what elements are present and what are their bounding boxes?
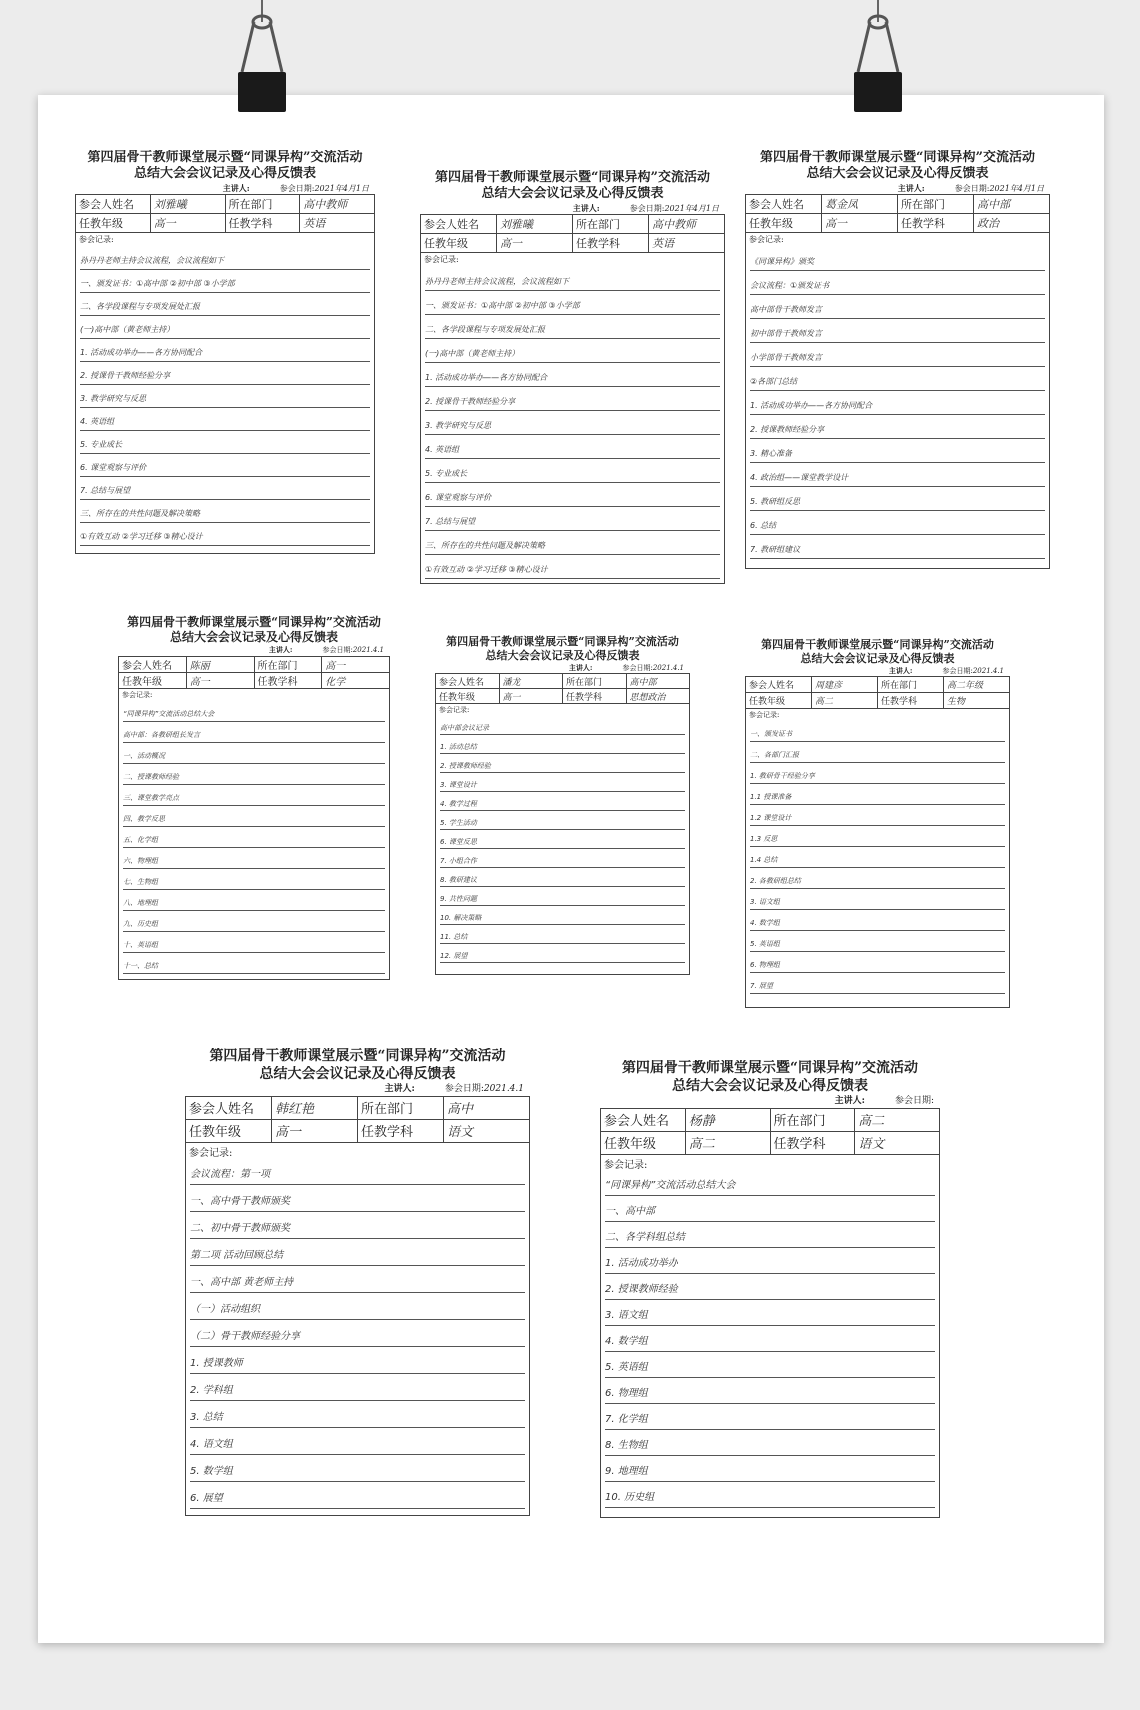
name-label: 参会人姓名 — [76, 194, 151, 213]
date-label: 参会日期: — [894, 1096, 934, 1106]
note-line: 4. 教学过程 — [440, 792, 685, 811]
grade-value: 高一 — [499, 689, 563, 704]
note-line: 2. 授课教师经验分享 — [750, 415, 1045, 439]
grade-label: 任教年级 — [436, 689, 500, 704]
sheet-meta — [118, 645, 390, 656]
note-line: 2. 授课教师经验 — [605, 1274, 935, 1300]
note-line: （二）骨干教师经验分享 — [190, 1320, 525, 1347]
grade-label: 任教年级 — [76, 213, 151, 232]
date-label: 参会日期: — [444, 1084, 484, 1094]
grade-label: 任教年级 — [746, 213, 822, 232]
dept-value: 高一 — [322, 656, 390, 672]
info-table — [185, 1096, 530, 1143]
speaker-label: 主讲人: — [568, 662, 593, 672]
name-label: 参会人姓名 — [436, 674, 500, 689]
note-line: 九、历史组 — [123, 911, 385, 932]
dept-label: 所在部门 — [225, 194, 300, 213]
note-line: 3. 教学研究与反思 — [425, 411, 720, 435]
note-line: 5. 数学组 — [190, 1455, 525, 1482]
notes-area — [185, 1143, 530, 1516]
feedback-sheet-5 — [435, 635, 690, 990]
note-line: 3. 课堂设计 — [440, 773, 685, 792]
speaker-label: 主讲人: — [897, 182, 925, 193]
date-value: 2021.4.1 — [972, 666, 1004, 675]
note-line: 十一、总结 — [123, 953, 385, 974]
note-line: (一)高中部（黄老师主持） — [425, 339, 720, 363]
notes-label: 参会记录: — [122, 690, 153, 699]
note-line: 6. 物理组 — [750, 952, 1005, 973]
sheet-title-line2: 总结大会会议记录及心得反馈表 — [259, 1065, 456, 1082]
note-line: 三、课堂教学亮点 — [123, 785, 385, 806]
note-line: 1. 活动成功举办 — [605, 1248, 935, 1274]
note-line: ②各部门总结 — [750, 367, 1045, 391]
notes-area — [118, 689, 390, 980]
note-line: 6. 课堂反思 — [440, 830, 685, 849]
sheet-title-line1: 第四届骨干教师课堂展示暨“同课异构”交流活动 — [621, 1060, 919, 1076]
date-value: 2021年4月1日 — [989, 183, 1044, 193]
grade-value: 高一 — [272, 1119, 358, 1142]
dept-label: 所在部门 — [898, 194, 974, 213]
subject-label: 任教学科 — [898, 213, 974, 232]
dept-value: 高二年级 — [944, 677, 1010, 693]
note-line: 2. 各教研组总结 — [750, 868, 1005, 889]
note-line: 七、生物组 — [123, 869, 385, 890]
subject-value: 语文 — [444, 1119, 530, 1142]
name-value: 葛金凤 — [822, 194, 898, 213]
info-table — [118, 656, 390, 689]
name-label: 参会人姓名 — [746, 677, 812, 693]
note-line: 11. 总结 — [440, 925, 685, 944]
note-line: 6. 课堂观察与评价 — [425, 483, 720, 507]
date-value: 2021年4月1日 — [664, 203, 719, 213]
note-line: 4. 数学组 — [605, 1326, 935, 1352]
dept-value: 高二 — [855, 1108, 940, 1131]
grade-label: 任教年级 — [119, 672, 187, 688]
name-value: 周建彦 — [812, 677, 878, 693]
info-table — [435, 673, 690, 704]
note-line: 高中部：各教研组长发言 — [123, 722, 385, 743]
note-line: 四、教学反思 — [123, 806, 385, 827]
note-line: 二、授课教师经验 — [123, 764, 385, 785]
dept-value: 高中 — [444, 1096, 530, 1119]
note-line: 1. 活动成功举办——各方协同配合 — [425, 363, 720, 387]
date-label: 参会日期: — [629, 203, 665, 213]
subject-label: 任教学科 — [563, 689, 627, 704]
note-line: 三、所存在的共性问题及解决策略 — [425, 531, 720, 555]
notes-area — [75, 233, 375, 554]
note-line: 二、各部门汇报 — [750, 742, 1005, 763]
name-label: 参会人姓名 — [601, 1108, 686, 1131]
sheet-meta — [745, 183, 1050, 194]
name-label: 参会人姓名 — [119, 656, 187, 672]
speaker-label: 主讲人: — [888, 665, 913, 675]
note-line: 八、地理组 — [123, 890, 385, 911]
note-line: 1. 活动成功举办——各方协同配合 — [80, 339, 370, 362]
note-line: 4. 数学组 — [750, 910, 1005, 931]
note-line: 5. 专业成长 — [425, 459, 720, 483]
sheet-title-line1: 第四届骨干教师课堂展示暨“同课异构”交流活动 — [446, 635, 679, 648]
note-line: 一、颁发证书：①高中部 ②初中部 ③小学部 — [80, 270, 370, 293]
note-line: 6. 展望 — [190, 1482, 525, 1509]
note-line: 5. 学生活动 — [440, 811, 685, 830]
note-line: 高中部骨干教师发言 — [750, 295, 1045, 319]
notes-label: 参会记录: — [424, 254, 459, 264]
sheet-meta — [600, 1095, 940, 1108]
info-table — [600, 1108, 940, 1155]
note-line: 五、化学组 — [123, 827, 385, 848]
name-label: 参会人姓名 — [186, 1096, 272, 1119]
notes-area — [745, 233, 1050, 569]
name-label: 参会人姓名 — [746, 194, 822, 213]
note-line: 1.2 课堂设计 — [750, 805, 1005, 826]
speaker-label: 主讲人: — [222, 182, 250, 193]
note-line: ①有效互动 ②学习迁移 ③精心设计 — [425, 555, 720, 579]
note-line: 6. 课堂观察与评价 — [80, 454, 370, 477]
grade-label: 任教年级 — [421, 233, 497, 252]
speaker-label: 主讲人: — [384, 1084, 415, 1094]
subject-value: 思想政治 — [626, 689, 690, 704]
note-line: 二、初中骨干教师颁奖 — [190, 1212, 525, 1239]
feedback-sheet-4 — [118, 615, 390, 997]
name-value: 刘雅曦 — [150, 194, 225, 213]
sheet-title-line1: 第四届骨干教师课堂展示暨“同课异构”交流活动 — [435, 170, 710, 185]
note-line: (一)高中部（黄老师主持） — [80, 316, 370, 339]
note-line: 6. 物理组 — [605, 1378, 935, 1404]
sheet-title-line2: 总结大会会议记录及心得反馈表 — [133, 166, 316, 182]
note-line: 1. 活动成功举办——各方协同配合 — [750, 391, 1045, 415]
notes-label: 参会记录: — [604, 1159, 648, 1171]
note-line: 8. 生物组 — [605, 1430, 935, 1456]
grade-value: 高一 — [186, 672, 254, 688]
note-line: 一、高中骨干教师颁奖 — [190, 1185, 525, 1212]
sheet-title-line1: 第四届骨干教师课堂展示暨“同课异构”交流活动 — [760, 150, 1035, 165]
note-line: 9. 共性问题 — [440, 887, 685, 906]
subject-value: 化学 — [322, 672, 390, 688]
grade-value: 高一 — [497, 233, 573, 252]
sheet-title-line2: 总结大会会议记录及心得反馈表 — [806, 166, 989, 182]
dept-label: 所在部门 — [563, 674, 627, 689]
note-line: 二、各学科组总结 — [605, 1222, 935, 1248]
subject-label: 任教学科 — [770, 1131, 855, 1154]
name-value: 刘雅曦 — [497, 214, 573, 233]
grade-label: 任教年级 — [746, 693, 812, 709]
sheet-meta — [435, 663, 690, 674]
date-value: 2021年4月1日 — [314, 183, 369, 193]
date-label: 参会日期: — [322, 646, 353, 654]
note-line: 一、颁发证书：①高中部 ②初中部 ③小学部 — [425, 291, 720, 315]
dept-label: 所在部门 — [770, 1108, 855, 1131]
note-line: 12. 展望 — [440, 944, 685, 963]
note-line: 9. 地理组 — [605, 1456, 935, 1482]
notes-label: 参会记录: — [749, 234, 784, 244]
note-line: 3. 语文组 — [750, 889, 1005, 910]
subject-label: 任教学科 — [358, 1119, 444, 1142]
sheet-title-line2: 总结大会会议记录及心得反馈表 — [481, 186, 664, 202]
note-line: 一、高中部 — [605, 1196, 935, 1222]
binder-clip-left-icon — [232, 0, 292, 115]
note-line: 4. 政治组——课堂教学设计 — [750, 463, 1045, 487]
note-line: 3. 总结 — [190, 1401, 525, 1428]
date-label: 参会日期: — [622, 663, 653, 672]
subject-value: 语文 — [855, 1131, 940, 1154]
grade-value: 高一 — [822, 213, 898, 232]
note-line: 1.1 授课准备 — [750, 784, 1005, 805]
date-value: 2021.4.1 — [652, 663, 684, 672]
info-table — [745, 676, 1010, 709]
note-line: 《同课异构》颁奖 — [750, 247, 1045, 271]
subject-label: 任教学科 — [225, 213, 300, 232]
sheet-meta — [745, 666, 1010, 677]
speaker-label: 主讲人: — [572, 202, 600, 213]
notes-label: 参会记录: — [749, 711, 780, 720]
note-line: 5. 教研组反思 — [750, 487, 1045, 511]
note-line: 2. 授课教师经验 — [440, 754, 685, 773]
subject-value: 政治 — [974, 213, 1050, 232]
note-line: “同课异构”交流活动总结大会 — [605, 1170, 935, 1196]
note-line: 会议流程：第一项 — [190, 1158, 525, 1185]
note-line: 7. 展望 — [750, 973, 1005, 994]
sheet-title-line1: 第四届骨干教师课堂展示暨“同课异构”交流活动 — [209, 1048, 506, 1064]
info-table — [420, 214, 725, 253]
note-line: 1.3 反思 — [750, 826, 1005, 847]
notes-area — [435, 704, 690, 975]
date-label: 参会日期: — [942, 666, 973, 675]
note-line: 孙丹丹老师主持会议流程，会议流程如下 — [80, 247, 370, 270]
note-line: 4. 语文组 — [190, 1428, 525, 1455]
dept-label: 所在部门 — [573, 214, 649, 233]
note-line: 4. 英语组 — [425, 435, 720, 459]
note-line: 10. 解决策略 — [440, 906, 685, 925]
grade-label: 任教年级 — [186, 1119, 272, 1142]
note-line: 1.4 总结 — [750, 847, 1005, 868]
sheet-title-line1: 第四届骨干教师课堂展示暨“同课异构”交流活动 — [761, 638, 994, 651]
note-line: 8. 教研建议 — [440, 868, 685, 887]
note-line: 7. 总结与展望 — [425, 507, 720, 531]
name-value: 杨静 — [685, 1108, 770, 1131]
subject-value: 英语 — [300, 213, 375, 232]
note-line: 3. 精心准备 — [750, 439, 1045, 463]
note-line: 初中部骨干教师发言 — [750, 319, 1045, 343]
note-line: 孙丹丹老师主持会议流程，会议流程如下 — [425, 267, 720, 291]
note-line: 5. 英语组 — [750, 931, 1005, 952]
dept-value: 高中部 — [626, 674, 690, 689]
sheet-meta — [75, 183, 375, 194]
note-line: 2. 授课骨干教师经验分享 — [80, 362, 370, 385]
note-line: 7. 化学组 — [605, 1404, 935, 1430]
date-label: 参会日期: — [279, 183, 315, 193]
dept-value: 高中部 — [974, 194, 1050, 213]
note-line: 1. 教研骨干经验分享 — [750, 763, 1005, 784]
dept-value: 高中教师 — [649, 214, 725, 233]
info-table — [745, 194, 1050, 233]
note-line: 十、英语组 — [123, 932, 385, 953]
note-line: 2. 学科组 — [190, 1374, 525, 1401]
note-line: 7. 教研组建议 — [750, 535, 1045, 559]
note-line: 高中部会议记录 — [440, 716, 685, 735]
note-line: 10. 历史组 — [605, 1482, 935, 1508]
subject-value: 生物 — [944, 693, 1010, 709]
notes-label: 参会记录: — [189, 1147, 233, 1159]
note-line: 3. 语文组 — [605, 1300, 935, 1326]
date-value: 2021.4.1 — [352, 646, 384, 654]
name-value: 潘龙 — [499, 674, 563, 689]
speaker-label: 主讲人: — [834, 1096, 865, 1106]
sheet-title-line2: 总结大会会议记录及心得反馈表 — [800, 651, 955, 665]
note-line: 5. 英语组 — [605, 1352, 935, 1378]
subject-label: 任教学科 — [254, 672, 322, 688]
dept-label: 所在部门 — [358, 1096, 444, 1119]
note-line: （一）活动组织 — [190, 1293, 525, 1320]
sheet-meta — [420, 203, 725, 214]
feedback-sheet-2 — [420, 170, 725, 605]
note-line: 3. 教学研究与反思 — [80, 385, 370, 408]
sheet-meta — [185, 1083, 530, 1096]
grade-value: 高二 — [685, 1131, 770, 1154]
notes-label: 参会记录: — [439, 706, 470, 715]
note-line: 7. 小组合作 — [440, 849, 685, 868]
note-line: 三、所存在的共性问题及解决策略 — [80, 500, 370, 523]
name-value: 韩红艳 — [272, 1096, 358, 1119]
sheet-title-line2: 总结大会会议记录及心得反馈表 — [672, 1077, 868, 1094]
note-line: 第二项 活动回顾总结 — [190, 1239, 525, 1266]
note-line: 1. 活动总结 — [440, 735, 685, 754]
note-line: 一、活动概况 — [123, 743, 385, 764]
note-line: 会议流程：①颁发证书 — [750, 271, 1045, 295]
note-line: 6. 总结 — [750, 511, 1045, 535]
subject-label: 任教学科 — [878, 693, 944, 709]
notes-area — [420, 253, 725, 584]
sheet-title-line2: 总结大会会议记录及心得反馈表 — [485, 648, 640, 662]
dept-label: 所在部门 — [878, 677, 944, 693]
note-line: ①有效互动 ②学习迁移 ③精心设计 — [80, 523, 370, 546]
note-line: 4. 英语组 — [80, 408, 370, 431]
grade-value: 高一 — [150, 213, 225, 232]
subject-value: 英语 — [649, 233, 725, 252]
note-line: 1. 授课教师 — [190, 1347, 525, 1374]
date-value: 2021.4.1 — [483, 1084, 524, 1094]
note-line: 二、各学段课程与专项发展处汇报 — [425, 315, 720, 339]
feedback-sheet-6 — [745, 638, 1010, 1023]
notes-area — [600, 1155, 940, 1518]
feedback-sheet-1 — [75, 150, 375, 575]
note-line: 7. 总结与展望 — [80, 477, 370, 500]
name-value: 陈丽 — [186, 656, 254, 672]
sheet-title-line1: 第四届骨干教师课堂展示暨“同课异构”交流活动 — [127, 615, 381, 629]
note-line: 2. 授课骨干教师经验分享 — [425, 387, 720, 411]
note-line: 二、各学段课程与专项发展处汇报 — [80, 293, 370, 316]
note-line: 小学部骨干教师发言 — [750, 343, 1045, 367]
grade-label: 任教年级 — [601, 1131, 686, 1154]
note-line: 一、颁发证书 — [750, 721, 1005, 742]
note-line: “同课异构”交流活动总结大会 — [123, 701, 385, 722]
date-label: 参会日期: — [954, 183, 990, 193]
feedback-sheet-7 — [185, 1048, 530, 1538]
note-line: 一、高中部 黄老师主持 — [190, 1266, 525, 1293]
note-line: 5. 专业成长 — [80, 431, 370, 454]
note-line: 六、物理组 — [123, 848, 385, 869]
notes-area — [745, 709, 1010, 1008]
binder-clip-right-icon — [848, 0, 908, 115]
dept-value: 高中教师 — [300, 194, 375, 213]
speaker-label: 主讲人: — [268, 645, 293, 654]
sheet-title-line2: 总结大会会议记录及心得反馈表 — [169, 630, 338, 644]
feedback-sheet-8 — [600, 1060, 940, 1540]
info-table — [75, 194, 375, 233]
sheet-title-line1: 第四届骨干教师课堂展示暨“同课异构”交流活动 — [87, 150, 363, 165]
subject-label: 任教学科 — [573, 233, 649, 252]
name-label: 参会人姓名 — [421, 214, 497, 233]
grade-value: 高二 — [812, 693, 878, 709]
notes-label: 参会记录: — [79, 234, 114, 244]
feedback-sheet-3 — [745, 150, 1050, 590]
dept-label: 所在部门 — [254, 656, 322, 672]
